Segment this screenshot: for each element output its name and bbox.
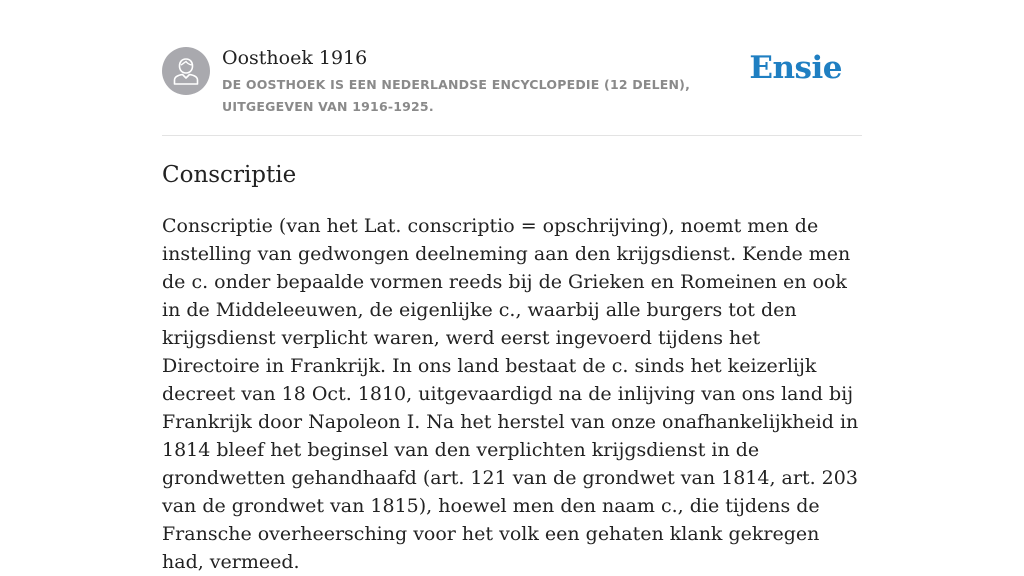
article-body: Conscriptie (van het Lat. conscriptio = opschrijving), noemt men de instelling van gedwongen deelneming aan den krijgsdienst. Kende men de c. onder bepaalde vormen reeds bij de Grieken en Romeinen en ook in de Middeleeuwen, de eigenlijke c., waarbij alle burgers tot den krijgsdienst verplicht waren, werd eerst ingevoerd tijdens het Directoire in Frankrijk. In ons land bestaat de c. sinds het keizerlijk decreet van 18 Oct. 1810, uitgevaardigd na de inlijving van ons land bij Frankrijk door Napoleon I. Na het herstel van onze onafhankelijkheid in 1814 bleef het beginsel van den verplichten krijgsdienst in de grondwetten gehandhaafd (art. 121 van de grondwet van 1814, art. 203 van de grondwet van 1815), hoewel men den naam c., die tijdens de Fransche overheersching voor het volk een gehaten klank gekregen had, vermeed. (162, 215, 859, 573)
article-title: Conscriptie (162, 162, 297, 188)
ensie-logo-link[interactable]: Ensie (749, 50, 842, 86)
source-description: DE OOSTHOEK IS EEN NEDERLANDSE ENCYCLOPEDIE (12 DELEN), UITGEGEVEN VAN 1916-1925. (222, 77, 691, 114)
source-header (162, 0, 862, 136)
source-name[interactable]: Oosthoek 1916 (222, 47, 368, 69)
source-info (222, 46, 762, 118)
user-outline-icon (172, 56, 200, 86)
page (162, 0, 862, 573)
source-avatar[interactable] (162, 47, 210, 95)
